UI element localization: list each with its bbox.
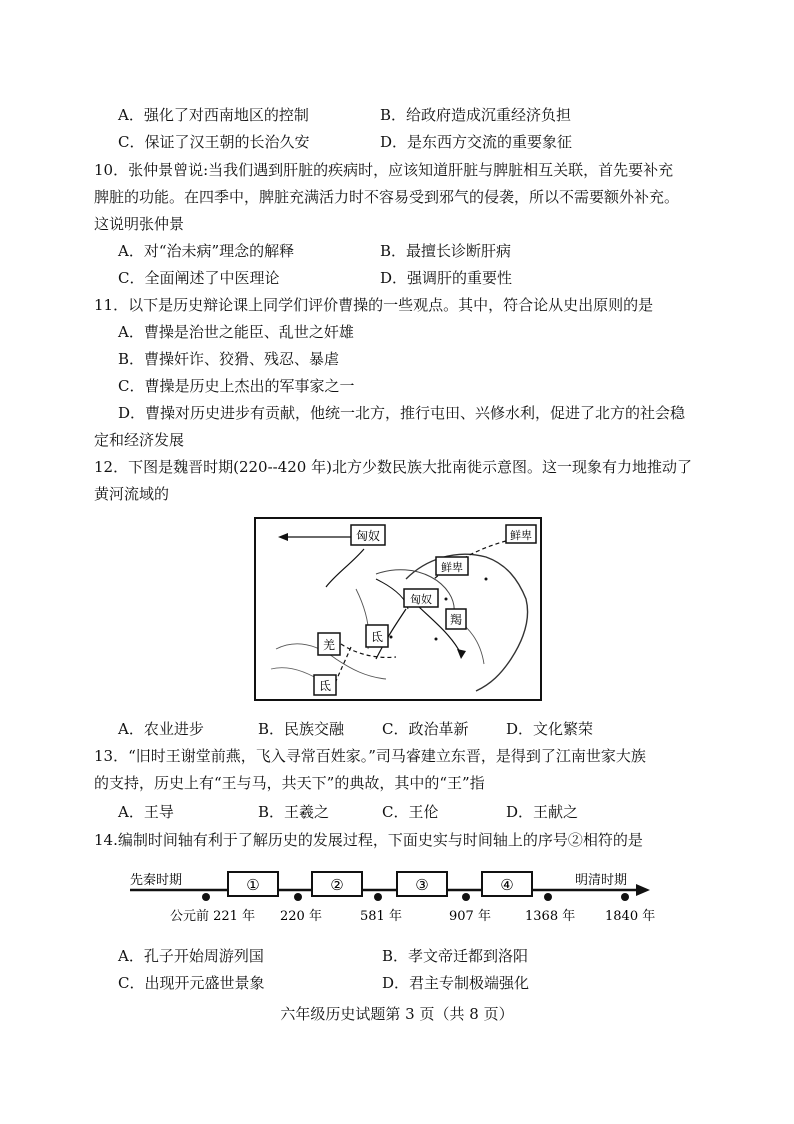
q10-stem-line3: 这说明张仲景 <box>94 215 185 233</box>
timeline-drawing <box>120 862 680 932</box>
q14-option-c: C．出现开元盛世景象 <box>118 974 265 992</box>
svg-text:②: ② <box>330 876 344 894</box>
q11-option-c: C．曹操是历史上杰出的军事家之一 <box>118 377 355 395</box>
q9-option-c: C．保证了汉王朝的长治久安 <box>118 133 310 151</box>
map-label-di-bottom <box>314 675 336 695</box>
q12-stem-line2: 黄河流域的 <box>94 485 170 503</box>
map-label-qiang <box>318 633 340 655</box>
map-label-jie <box>446 609 466 629</box>
migration-map <box>254 517 542 701</box>
map-label-xianbei-right <box>506 525 536 543</box>
timeline-tick-label-4: 907 年 <box>449 909 491 924</box>
q13-stem-line2: 的支持，历史上有“王与马，共天下”的典故，其中的“王”指 <box>94 774 485 792</box>
q14-option-b: B．孝文帝迁都到洛阳 <box>382 947 529 965</box>
q13-option-b: B．王羲之 <box>258 803 330 821</box>
svg-text:氐: 氐 <box>370 630 384 644</box>
timeline-box-3 <box>397 872 447 896</box>
migration-map-drawing <box>256 519 540 699</box>
q9-option-b: B．给政府造成沉重经济负担 <box>380 106 572 124</box>
timeline-tick-6 <box>621 893 629 901</box>
timeline-tick-label-5: 1368 年 <box>525 909 576 924</box>
q14-stem: 14.编制时间轴有利于了解历史的发展过程，下面史实与时间轴上的序号②相符的是 <box>94 831 643 849</box>
q10-option-b: B．最擅长诊断肝病 <box>380 242 512 260</box>
q13-option-d: D．王献之 <box>506 803 579 821</box>
map-label-di <box>366 625 388 647</box>
svg-text:①: ① <box>246 876 260 894</box>
q14-option-d: D．君主专制极端强化 <box>382 974 530 992</box>
q11-stem: 11．以下是历史辩论课上同学们评价曹操的一些观点。其中，符合论从史出原则的是 <box>94 296 654 314</box>
q12-option-d: D．文化繁荣 <box>506 720 594 738</box>
svg-text:匈奴: 匈奴 <box>410 593 432 606</box>
q10-stem-line1: 10．张仲景曾说:当我们遇到肝脏的疾病时，应该知道肝脏与脾脏相互关联，首先要补充 <box>94 161 674 179</box>
svg-text:鲜卑: 鲜卑 <box>510 529 532 542</box>
svg-text:鲜卑: 鲜卑 <box>441 561 463 574</box>
q11-option-d-line2: 定和经济发展 <box>94 431 185 449</box>
svg-text:羯: 羯 <box>449 613 463 627</box>
timeline-tick-1 <box>202 893 210 901</box>
svg-text:氐: 氐 <box>318 679 332 693</box>
q11-option-a: A．曹操是治世之能臣、乱世之奸雄 <box>118 323 354 341</box>
timeline-box-4 <box>482 872 532 896</box>
q11-option-b: B．曹操奸诈、狡猾、残忍、暴虐 <box>118 350 340 368</box>
q10-option-c: C．全面阐述了中医理论 <box>118 269 280 287</box>
timeline-tick-label-1: 公元前 221 年 <box>170 909 256 924</box>
q9-option-a: A．强化了对西南地区的控制 <box>118 106 309 124</box>
q13-option-a: A．王导 <box>118 803 174 821</box>
timeline-right-label: 明清时期 <box>575 873 628 888</box>
timeline-tick-label-2: 220 年 <box>280 909 322 924</box>
q12-option-b: B．民族交融 <box>258 720 345 738</box>
q10-option-a: A．对“治未病”理念的解释 <box>118 242 295 260</box>
q11-option-d-line1: D．曹操对历史进步有贡献，他统一北方，推行屯田、兴修水利，促进了北方的社会稳 <box>118 404 686 422</box>
timeline-tick-5 <box>544 893 552 901</box>
timeline-tick-4 <box>462 893 470 901</box>
q13-stem-line1: 13．“旧时王谢堂前燕，飞入寻常百姓家。”司马睿建立东晋，是得到了江南世家大族 <box>94 747 646 765</box>
timeline-tick-label-6: 1840 年 <box>605 909 656 924</box>
q12-stem-line1: 12．下图是魏晋时期(220--420 年)北方少数民族大批南徙示意图。这一现象有力地推动了 <box>94 458 692 476</box>
svg-text:③: ③ <box>415 876 429 894</box>
q13-option-c: C．王伦 <box>382 803 439 821</box>
q10-stem-line2: 脾脏的功能。在四季中，脾脏充满活力时不容易受到邪气的侵袭，所以不需要额外补充。 <box>94 188 680 206</box>
svg-text:羌: 羌 <box>322 638 336 652</box>
timeline-left-label: 先秦时期 <box>130 873 183 888</box>
timeline-tick-2 <box>294 893 302 901</box>
svg-text:④: ④ <box>500 876 514 894</box>
q12-option-a: A．农业进步 <box>118 720 204 738</box>
map-label-xiongnu-top <box>351 525 385 545</box>
q9-option-d: D．是东西方交流的重要象征 <box>380 133 573 151</box>
map-label-xianbei <box>436 557 468 575</box>
page-footer: 六年级历史试题第 3 页（共 8 页） <box>280 1005 514 1023</box>
map-label-xiongnu-mid <box>404 589 438 607</box>
timeline-tick-3 <box>374 893 382 901</box>
q12-option-c: C．政治革新 <box>382 720 469 738</box>
timeline-box-1 <box>228 872 278 896</box>
q10-option-d: D．强调肝的重要性 <box>380 269 513 287</box>
svg-text:匈奴: 匈奴 <box>355 529 381 543</box>
timeline-tick-label-3: 581 年 <box>360 909 402 924</box>
timeline <box>120 862 680 932</box>
timeline-box-2 <box>312 872 362 896</box>
q14-option-a: A．孔子开始周游列国 <box>118 947 264 965</box>
